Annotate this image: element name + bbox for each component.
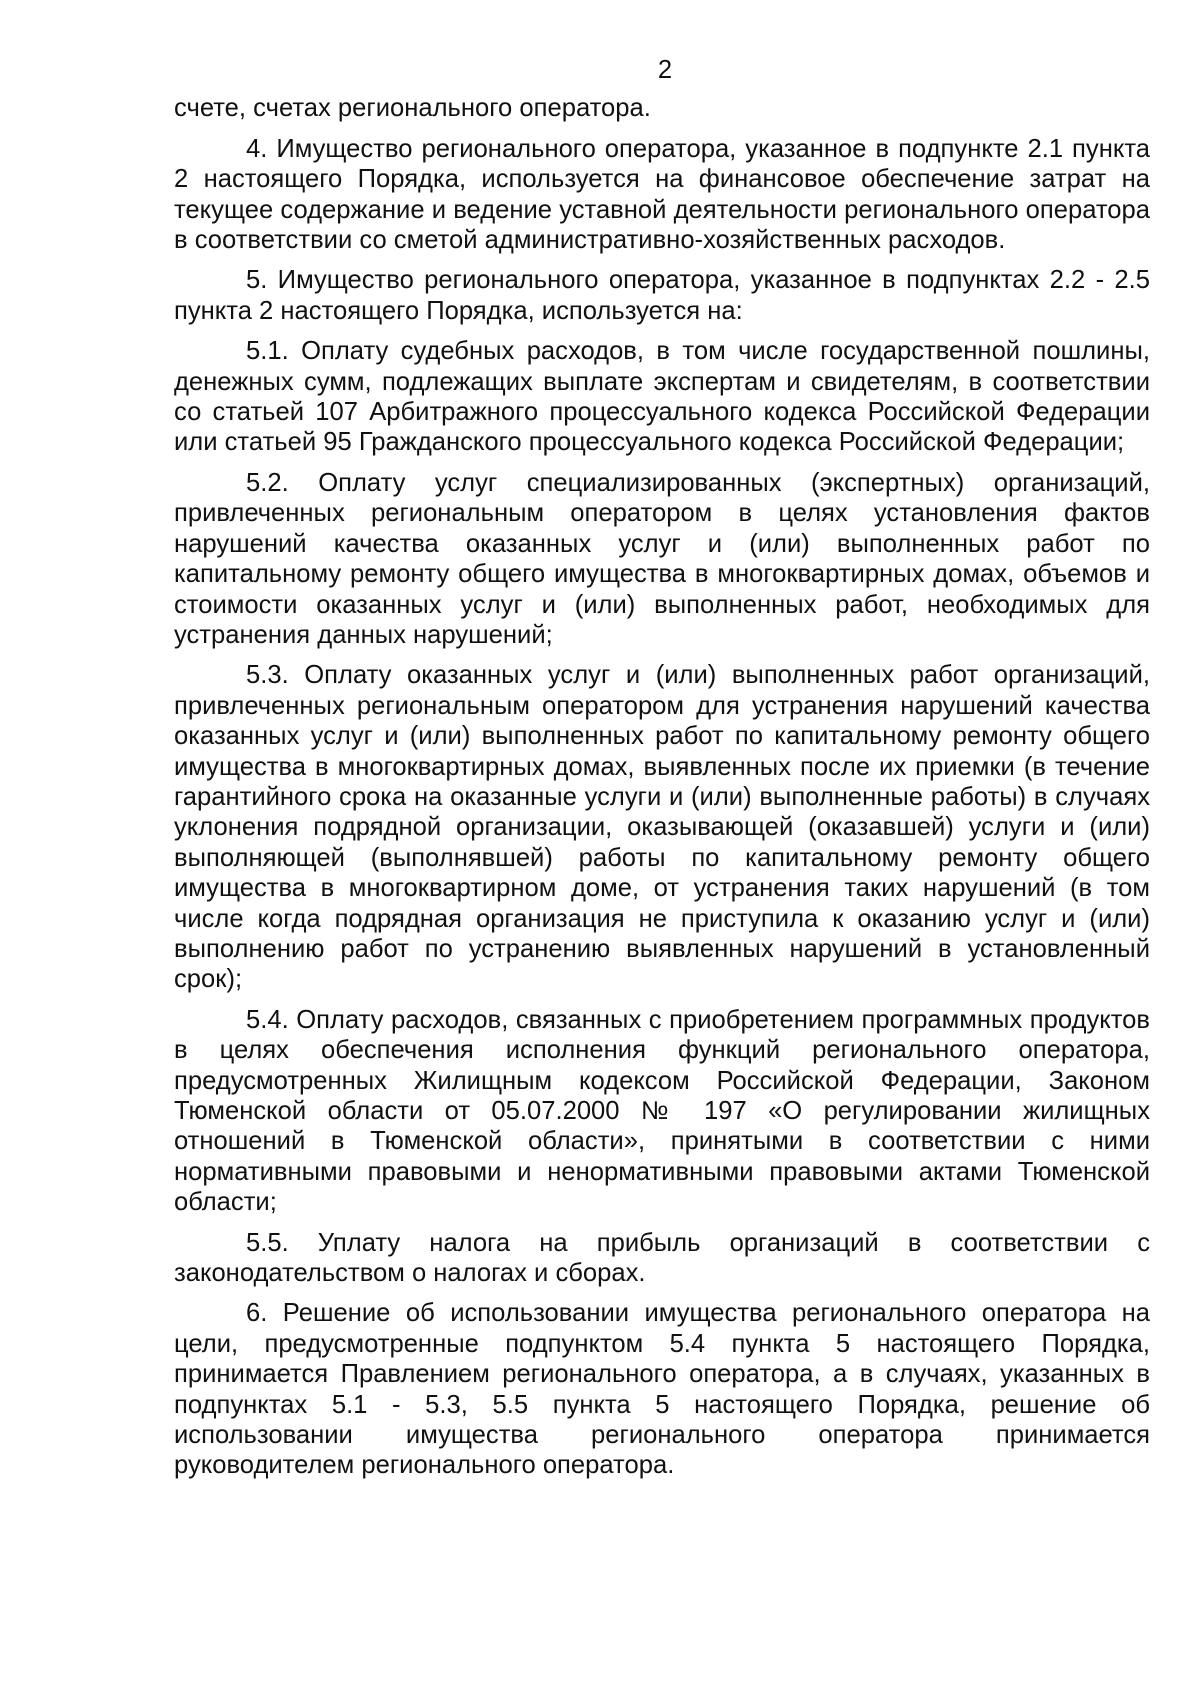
paragraph-item-5-1: 5.1. Оплату судебных расходов, в том числе государственной пошлины, денежных сумм, подлежащих выплате экспертам и свидетелям, в соответствии со статьей 107 Арбитражного процессуального кодекса Российской Федерации или статьей 95 Гражданского процессуального кодекса Российской Федерации; — [174, 337, 1150, 457]
paragraph-item-5-3: 5.3. Оплату оказанных услуг и (или) выполненных работ организаций, привлеченных региональным оператором для устранения нарушений качества оказанных услуг и (или) выполненных работ по капитальному ремонту общего имущества в многоквартирных домах, выявленных после их приемки (в течение гарантийного срока на оказанные услуги и (или) выполненные работы) в случаях уклонения подрядной организации, оказывающей (оказавшей) услуги и (или) выполняющей (выполнявшей) работы по капитальному ремонту общего имущества в многоквартирном доме, от устранения таких нарушений (в том числе когда подрядная организация не приступила к оказанию услуг и (или) выполнению работ по устранению выявленных нарушений в установленный срок); — [174, 661, 1150, 994]
paragraph-item-6: 6. Решение об использовании имущества регионального оператора на цели, предусмотренные подпунктом 5.4 пункта 5 настоящего Порядка, принимается Правлением регионального оператора, а в случаях, указанных в подпунктах 5.1 - 5.3, 5.5 пункта 5 настоящего Порядка, решение об использовании имущества регионального оператора принимается руководителем регионального оператора. — [174, 1299, 1150, 1480]
paragraph-continuation: счете, счетах регионального оператора. — [174, 94, 651, 123]
paragraph-item-5-5: 5.5. Уплату налога на прибыль организаций в соответствии с законодательством о налогах и сборах. — [174, 1228, 1150, 1288]
paragraph-item-5-2: 5.2. Оплату услуг специализированных (экспертных) организаций, привлеченных региональным оператором в целях установления фактов нарушений качества оказанных услуг и (или) выполненных работ по капитальному ремонту общего имущества в многоквартирных домах, объемов и стоимости оказанных услуг и (или) выполненных работ, необходимых для устранения данных нарушений; — [174, 468, 1150, 649]
paragraph-item-5: 5. Имущество регионального оператора, указанное в подпунктах 2.2 - 2.5 пункта 2 настоящего Порядка, используется на: — [174, 266, 1150, 325]
paragraph-item-4: 4. Имущество регионального оператора, указанное в подпункте 2.1 пункта 2 настоящего Порядка, используется на финансовое обеспечение затрат на текущее содержание и ведение уставной деятельности регионального оператора в соответствии со сметой административно-хозяйственных расходов. — [174, 134, 1150, 255]
page-number: 2 — [657, 56, 673, 84]
document-page — [174, 55, 1150, 1491]
paragraph-item-5-4: 5.4. Оплату расходов, связанных с приобретением программных продуктов в целях обеспечения исполнения функций регионального оператора, предусмотренных Жилищным кодексом Российской Федерации, Законом Тюменской области от 05.07.2000 № 197 «О регулировании жилищных отношений в Тюменской области», принятыми в соответствии с ними нормативными правовыми и ненормативными правовыми актами Тюменской области; — [174, 1005, 1150, 1217]
